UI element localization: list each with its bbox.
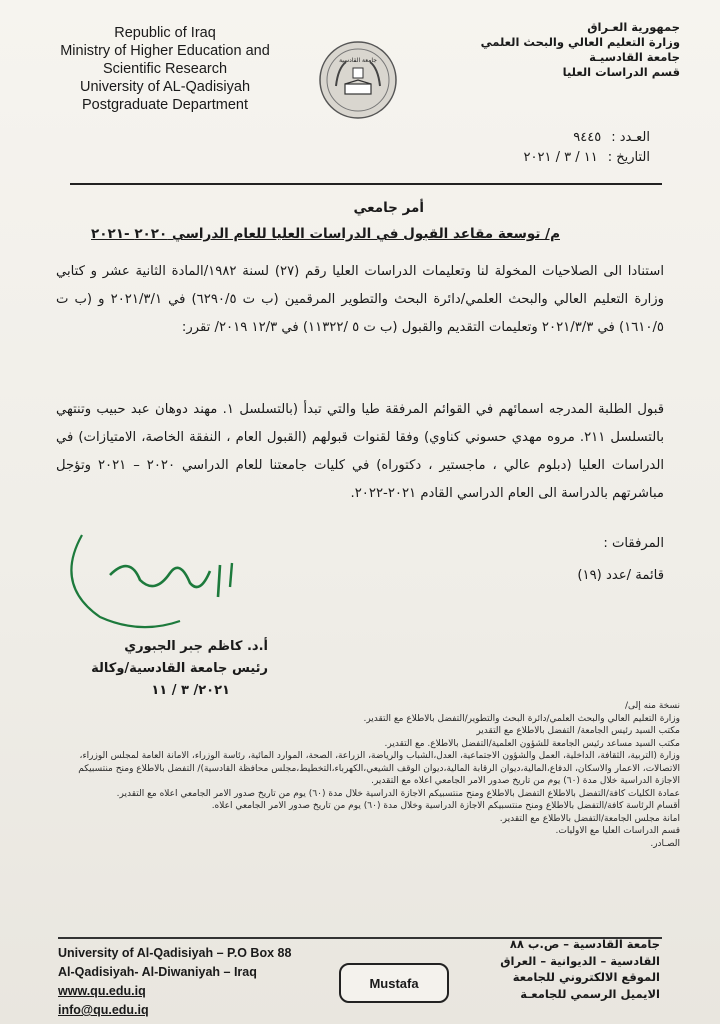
paragraph-basis: استنادا الى الصلاحيات المخولة لنا وتعليمات الدراسات العليا رقم (٢٧) لسنة ١٩٨٢/المادة الثانية عشر و كتابي وزارة التعليم العالي والبحث العلمي/دائرة البحث والتطوير المرقمين (ب ت ٦٢٩٠/٥) في ٢٠٢١/٣/١ و (ب ت ١٦١٠/٥) في ٢٠٢١/٣/٣ وتعليمات التقديم والقبول (ب ت ٥ /١١٣٢٢) في ١٢/٣ ٢٠١٩/ تقرر:: [56, 264, 664, 335]
english-letterhead: [40, 24, 290, 114]
signer-role: رئيس جامعة القادسية/وكالة: [91, 661, 268, 676]
footer-line: الموقع الالكتروني للجامعة: [512, 970, 660, 984]
name-stamp: Mustafa: [339, 963, 449, 1003]
footer-line: جامعة القادسية – ص.ب ٨٨: [509, 937, 660, 951]
attachments-label: المرفقات :: [603, 536, 664, 551]
website-link[interactable]: www.qu.edu.iq: [58, 984, 146, 998]
date-value: ١١ / ٣ / ٢٠٢١: [523, 150, 598, 165]
handwritten-signature: [60, 525, 260, 635]
letterhead-line: Ministry of Higher Education and: [60, 43, 270, 59]
letterhead-line: Postgraduate Department: [81, 97, 249, 113]
copy-line: وزارة التعليم العالي والبحث العلمي/دائرة البحث والتطوير/التفضل بالاطلاع مع التقدير.: [363, 713, 680, 724]
copy-line: عمادة الكليات كافة/التفضل بالاطلاع التفضل بالاطلاع ومنح منتسبيكم الاجازة الدراسية خلال مدة (٦٠) يوم من تاريخ صدور الامر الجامعي اعلاه مع التقدير.: [116, 788, 680, 799]
copy-line: وزارة (التربية، الثقافة، الداخلية، العمل والشؤون الاجتماعية، العدل،الشباب والرياضة، الزراعة، الصحة، الموارد المائية، رئاسة الوزراء، الامانة العامة لمجلس الوزراء، الاتصالات، الاعمار والاسكان، الدفاع،المالية،ديوان الرقابة المالية،ديوان الوقف الشيعي،الكهرباء،التخطيط،مجلس محافظة القادسية)/ التفضل بالاطلاع ومنح منتسبيكم الاجازة الدراسية خلال مدة (٦٠) يوم من تاريخ صدور الامر الجامعي اعلاه مع التقدير.: [78, 751, 680, 786]
date-label: التاريخ :: [607, 150, 650, 165]
signer-name: أ.د. كاظم جبر الجبوري: [124, 639, 268, 654]
logo-text: جامعة القادسية: [339, 57, 377, 64]
paragraph-decision: قبول الطلبة المدرجه اسمائهم في القوائم المرفقة طيا والتي تبدأ (بالتسلسل ١. مهند دوهان عبد حبيب وتنتهي بالتسلسل ٢١١. مروه مهدي حسوني كناوي) وفقا لقنوات قبولهم (القبول العام ، النفقة الخاصة، الامتيازات) في الدراسات العليا (دبلوم عالي ، ماجستير ، دكتوراه) في كليات جامعتنا للعام الدراسي ٢٠٢٠ – ٢٠٢١ وتؤجل مباشرتهم بالدراسة الى العام الدراسي القادم ٢٠٢١-٢٠٢٢.: [56, 402, 664, 501]
letterhead-line: وزارة التعليم العالي والبحث العلمي: [480, 35, 680, 49]
arabic-letterhead: [480, 20, 680, 80]
number-label: العـدد :: [611, 130, 650, 145]
order-title: أمر جامعي: [353, 200, 424, 216]
letterhead-line: قسم الدراسات العليا: [562, 65, 680, 79]
order-subject: م/ توسعة مقاعد القبول في الدراسات العليا للعام الدراسي ٢٠٢٠ -٢٠٢١: [91, 226, 560, 242]
letterhead-line: جمهورية العـراق: [587, 20, 680, 34]
footer-line: University of Al-Qadisiyah – P.O Box 88: [58, 946, 292, 960]
footer-line: القادسية – الديوانية – العراق: [500, 953, 660, 968]
email-link[interactable]: info@qu.edu.iq: [58, 1003, 149, 1017]
copy-line: نسخة منه إلى/: [624, 701, 680, 711]
footer-arabic: [500, 936, 660, 1002]
copy-line: امانة مجلس الجامعة/التفضل بالاطلاع مع التقدير.: [499, 813, 680, 824]
copy-line: مكتب السيد مساعد رئيس الجامعة للشؤون العلمية/التفضل بالاطلاع. مع التقدير.: [384, 738, 680, 749]
letterhead-line: Republic of Iraq: [114, 25, 216, 41]
copy-line: قسم الدراسات العليا مع الاوليات.: [555, 826, 680, 836]
copy-line: أقسام الرئاسة كافة/التفضل بالاطلاع ومنح منتسبيكم الاجازة الدراسية وخلال مدة (٦٠) يوم من تاريخ صدور الامر الجامعي اعلاه.: [211, 801, 680, 811]
footer-line: الايميل الرسمي للجامعـة: [520, 986, 660, 1001]
distribution-list: [60, 700, 680, 850]
signature-date: ٢٠٢١/ ٣ / ١١: [151, 683, 230, 698]
signer-block: [91, 636, 268, 702]
copy-line: مكتب السيد رئيس الجامعة/ التفضل بالاطلاع مع التقدير: [476, 726, 680, 736]
footer-english: [58, 944, 291, 1020]
header-divider: [70, 183, 662, 185]
reference-block: [524, 128, 650, 168]
letterhead-line: جامعة القادسيـة: [589, 50, 680, 64]
copy-line: الصـادر.: [650, 838, 680, 849]
footer-line: Al-Qadisiyah- Al-Diwaniyah – Iraq: [58, 965, 257, 979]
attachments-value: قائمة /عدد (١٩): [577, 568, 664, 583]
letterhead-line: University of AL-Qadisiyah: [79, 79, 251, 95]
number-value: ٩٤٤٥: [573, 130, 602, 145]
letterhead-line: Scientific Research: [102, 61, 228, 77]
university-logo: [318, 40, 398, 120]
